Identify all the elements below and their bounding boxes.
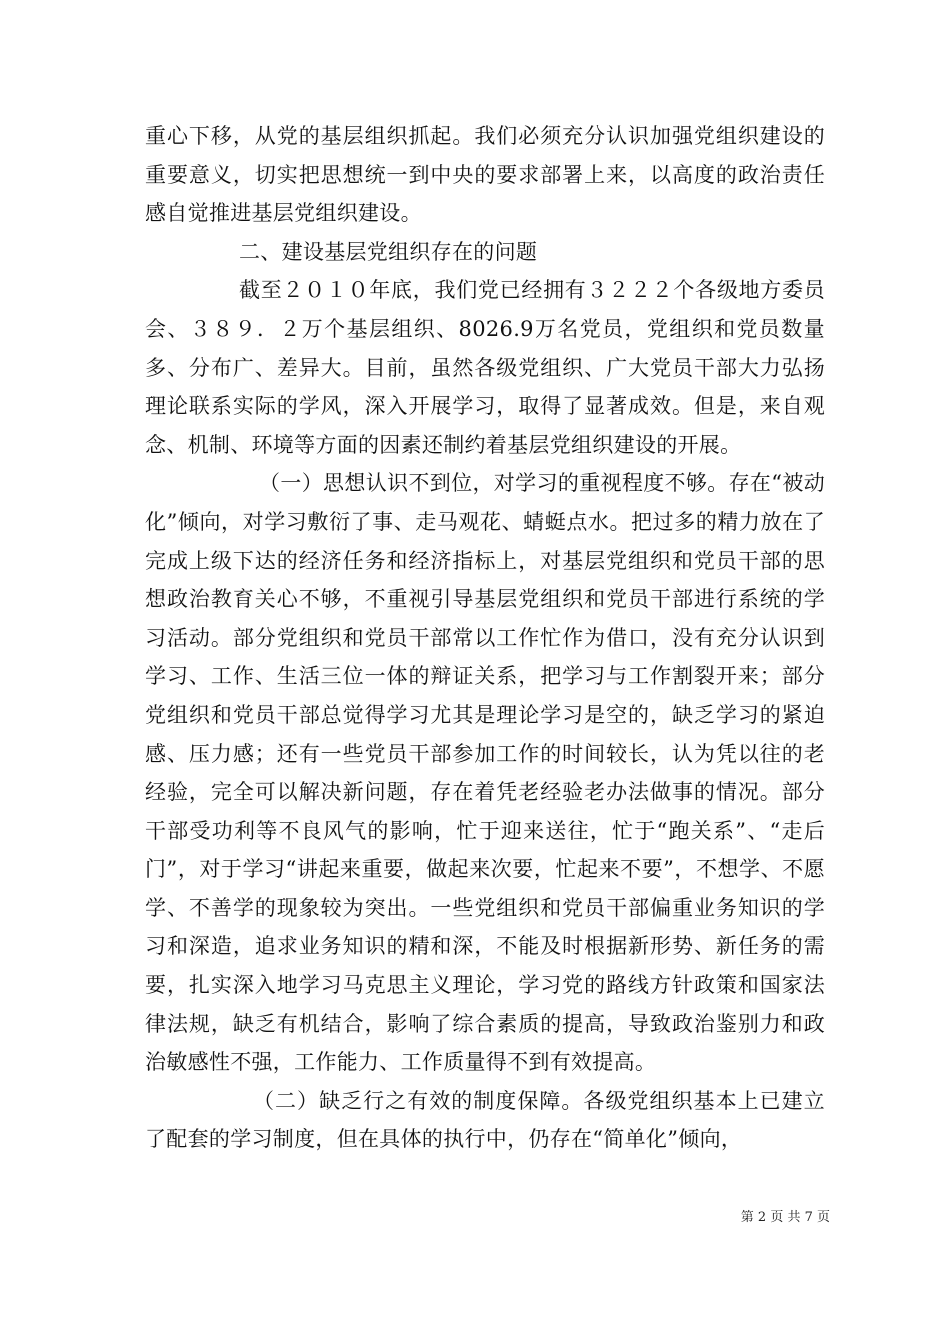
document-body bbox=[145, 117, 825, 1159]
paragraph-continuation: 重心下移，从党的基层组织抓起。我们必须充分认识加强党组织建设的重要意义，切实把思想统一到中央的要求部署上来，以高度的政治责任感自觉推进基层党组织建设。 bbox=[145, 124, 825, 226]
section-heading: 二、建设基层党组织存在的问题 bbox=[239, 239, 538, 264]
paragraph-statistics: 截至２０１０年底，我们党已经拥有３２２２个各级地方委员会、３８９．２万个基层组织、8026.9万名党员，党组织和党员数量多、分布广、差异大。目前，虽然各级党组织、广大党员干部大力弘扬理论联系实际的学风，深入开展学习，取得了显著成效。但是，来自观念、机制、环境等方面的因素还制约着基层党组织建设的开展。 bbox=[145, 278, 825, 457]
paragraph-issue-1: （一）思想认识不到位，对学习的重视程度不够。存在“被动化”倾向，对学习敷衍了事、走马观花、蜻蜓点水。把过多的精力放在了完成上级下达的经济任务和经济指标上，对基层党组织和党员干部的思想政治教育关心不够，不重视引导基层党组织和党员干部进行系统的学习活动。部分党组织和党员干部常以工作忙作为借口，没有充分认识到学习、工作、生活三位一体的辩证关系，把学习与工作割裂开来；部分党组织和党员干部总觉得学习尤其是理论学习是空的，缺乏学习的紧迫感、压力感；还有一些党员干部参加工作的时间较长，认为凭以往的老经验，完全可以解决新问题，存在着凭老经验老办法做事的情况。部分干部受功利等不良风气的影响，忙于迎来送往，忙于“跑关系”、“走后门”，对于学习“讲起来重要，做起来次要，忙起来不要”，不想学、不愿学、不善学的现象较为突出。一些党组织和党员干部偏重业务知识的学习和深造，追求业务知识的精和深，不能及时根据新形势、新任务的需要，扎实深入地学习马克思主义理论，学习党的路线方针政策和国家法律法规，缺乏有机结合，影响了综合素质的提高，导致政治鉴别力和政治敏感性不强，工作能力、工作质量得不到有效提高。 bbox=[145, 471, 825, 1075]
paragraph-issue-2: （二）缺乏行之有效的制度保障。各级党组织基本上已建立了配套的学习制度，但在具体的执行中，仍存在“简单化”倾向， bbox=[145, 1088, 825, 1152]
page-number-footer: 第 2 页 共 7 页 bbox=[740, 1210, 830, 1225]
